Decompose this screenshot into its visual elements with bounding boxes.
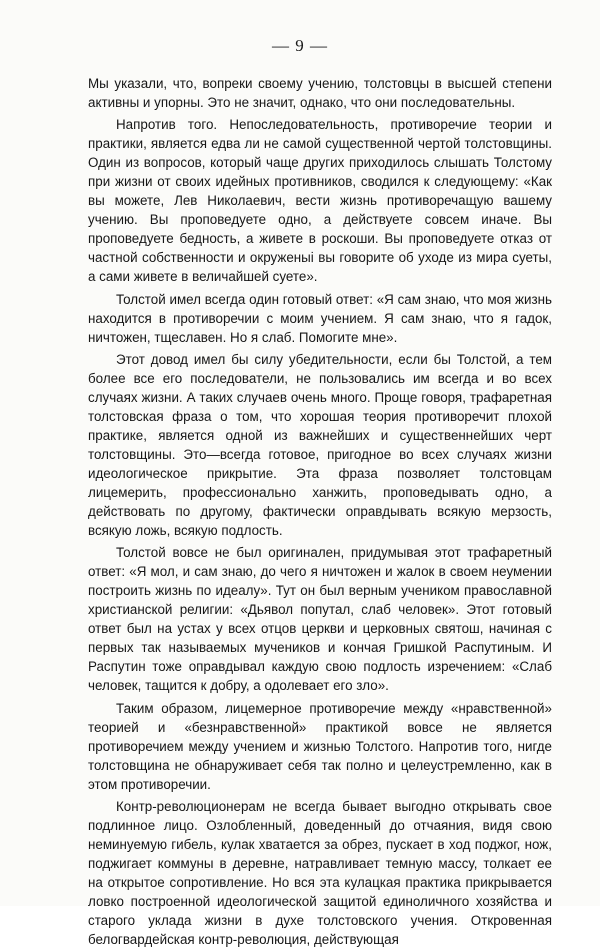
paragraph-4: Этот довод имел бы силу убедительности, если бы Толстой, а тем более все его последователи, не пользовались им всегда и во всех случаях жизни. А таких случаев очень много. Проще говоря, трафаретная толстовская фраза о том, что хорошая теория противоречит плохой практике, является одной из важнейших и существеннейших черт толстовщины. Это—всегда готовое, пригодное во всех случаях жизни идеологическое прикрытие. Эта фраза позволяет толстовцам лицемерить, профессионально ханжить, проповедывать одно, а действовать по другому, фактически оправдывать всякую мерзость, всякую ложь, всякую подлость. xyxy=(88,351,552,539)
page-number: — 9 — xyxy=(272,36,328,55)
paragraph-6: Таким образом, лицемерное противоречие между «нравственной» теорией и «безнравственной» практикой вовсе не является противоречием между учением и жизнью Толстого. Напротив того, нигде толстовщина не обнаруживает себя так полно и целеустремленно, как в этом противоречии. xyxy=(88,700,552,792)
paragraph-5: Толстой вовсе не был оригинален, придумывая этот трафаретный ответ: «Я мол, и сам знаю, до чего я ничтожен и жалок в своем неумении построить жизнь по идеалу». Тут он был верным учеником православной христианской религии: «Дьявол попутал, слаб человек». Этот готовый ответ был на устах у всех отцов церкви и церковных святош, начиная с первых так называемых мучеников и кончая Гришкой Распутиным. И Распутин тоже оправдывал каждую свою подлость изречением: «Слаб человек, тащится к добру, а одолевает его зло». xyxy=(88,545,552,694)
paragraph-3: Толстой имел всегда один готовый ответ: «Я сам знаю, что моя жизнь находится в противоречии с моим учением. Я сам знаю, что я гадок, ничтожен, тщеславен. Но я слаб. Помогите мне». xyxy=(88,291,552,345)
body-text xyxy=(88,74,552,949)
paragraph-2: Напротив того. Непоследовательность, противоречие теории и практики, является едва ли не самой существенной чертой толстовщины. Один из вопросов, который чаще других приходилось слышать Толстому при жизни от своих идейных противников, сводился к следующему: «Как вы можете, Лев Николаевич, вести жизнь противоречащую вашему учению. Вы проповедуете одно, а действуете совсем иначе. Вы проповедуете бедность, а живете в роскоши. Вы проповедуете отказ от частной собственности и окруженыі вы говорите об уходе из мира суеты, а сами живете в величайшей суете». xyxy=(88,117,552,285)
paragraph-1: Мы указали, что, вопреки своему учению, толстовцы в высшей степени активны и упорны. Это не значит, однако, что они последовательны. xyxy=(88,76,552,111)
paragraph-7: Контр-революционерам не всегда бывает выгодно открывать свое подлинное лицо. Озлобленный, доведенный до отчаяния, видя свою неминуемую гибель, кулак хватается за обрез, пускает в ход поджог, нож, поджигает коммуны в деревне, натравливает темную массу, толкает ее на открытое сопротивление. Но вся эта кулацкая практика прикрывается ловко построенной идеологической защитой единоличного хозяйства и старого уклада жизни в духе толстовского учения. Откровенная белогвардейская контр-революция, действующая xyxy=(88,798,552,948)
